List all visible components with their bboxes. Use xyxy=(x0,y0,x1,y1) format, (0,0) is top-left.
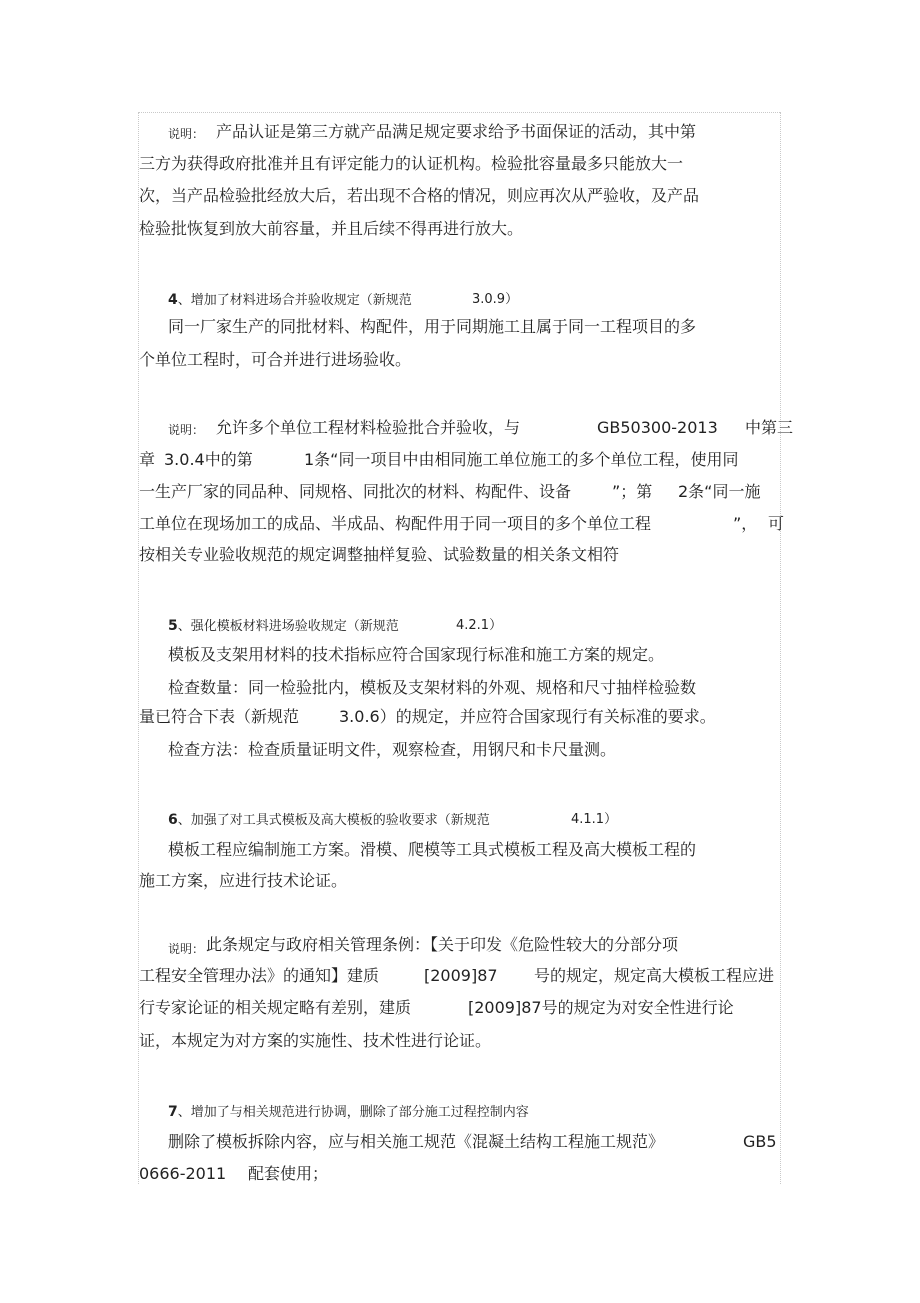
body-text-line: 施工方案，应进行技术论证。 xyxy=(139,871,348,890)
body-text-line: 模板工程应编制施工方案。滑模、爬模等工具式模板工程及高大模板工程的 xyxy=(168,840,697,859)
section-reference: 4.2.1） xyxy=(456,618,503,633)
section-title: 、强化模板材料进场验收规定（新规范 xyxy=(177,619,399,634)
page-frame-top xyxy=(138,112,780,113)
note-text-segment: 中第三 xyxy=(745,418,794,437)
body-text-line: 同一厂家生产的同批材料、构配件，用于同期施工且属于同一工程项目的多 xyxy=(168,317,697,336)
section-reference: 4.1.1） xyxy=(571,812,618,827)
section-heading-4 xyxy=(168,290,412,311)
section-heading-6 xyxy=(168,810,490,831)
section-title: 、增加了与相关规范进行协调，删除了部分施工过程控制内容 xyxy=(177,1105,529,1120)
note-text-segment: 章 xyxy=(139,450,156,469)
section-heading-5 xyxy=(168,616,399,637)
section-number: 5 xyxy=(168,618,178,634)
note-text-segment: 可 xyxy=(768,514,785,533)
page-frame-left xyxy=(138,112,139,1184)
note-text-line: 三方为获得政府批准并且有评定能力的认证机构。检验批容量最多只能放大一 xyxy=(139,154,684,173)
standard-code: GB5 xyxy=(743,1132,777,1151)
standard-code: 0666-2011 xyxy=(139,1164,227,1183)
note-text-line: 证，本规定为对方案的实施性、技术性进行论证。 xyxy=(139,1031,492,1050)
section-reference: 3.0.9） xyxy=(472,292,519,307)
note-text-segment: 2条“同一施 xyxy=(678,482,761,501)
section-heading-7 xyxy=(168,1102,529,1123)
note-text-line: 产品认证是第三方就产品满足规定要求给予书面保证的活动，其中第 xyxy=(216,122,697,141)
note-text-segment: 1条“同一项目中由相同施工单位施工的多个单位工程，使用同 xyxy=(304,450,739,469)
note-text-segment: 号的规定，规定高大模板工程应进 xyxy=(534,966,775,985)
note-text-segment: 3.0.4中的第 xyxy=(164,450,253,469)
section-title: 、加强了对工具式模板及高大模板的验收要求（新规范 xyxy=(177,813,490,828)
page-frame-right xyxy=(780,112,781,1184)
section-title: 、增加了材料进场合并验收规定（新规范 xyxy=(177,293,412,308)
note-text-line: 此条规定与政府相关管理条例：【关于印发《危险性较大的分部分项 xyxy=(206,935,679,954)
body-text-segment: 配套使用； xyxy=(248,1164,329,1183)
note-text-segment: 工单位在现场加工的成品、半成品、构配件用于同一项目的多个单位工程 xyxy=(139,514,652,533)
body-text-segment: 量已符合下表（新规范 xyxy=(139,707,300,726)
section-number: 7 xyxy=(168,1104,178,1120)
body-text-line: 检查数量：同一检验批内，模板及支架材料的外观、规格和尺寸抽样检验数 xyxy=(168,678,697,697)
note-text-line: 检验批恢复到放大前容量，并且后续不得再进行放大。 xyxy=(139,219,524,238)
body-text-line: 个单位工程时，可合并进行进场验收。 xyxy=(139,350,412,369)
note-text-line: 次，当产品检验批经放大后，若出现不合格的情况，则应再次从严验收，及产品 xyxy=(139,186,700,205)
note-text-segment: ”， xyxy=(733,514,758,533)
note-label: 说明： xyxy=(168,127,205,141)
section-number: 6 xyxy=(168,812,178,828)
note-text-segment: 一生产厂家的同品种、同规格、同批次的材料、构配件、设备 xyxy=(139,482,572,501)
note-text-segment: 允许多个单位工程材料检验批合并验收，与 xyxy=(216,418,521,437)
body-text-segment: 3.0.6）的规定，并应符合国家现行有关标准的要求。 xyxy=(339,707,716,726)
body-text-line: 检查方法：检查质量证明文件，观察检查，用钢尺和卡尺量测。 xyxy=(168,740,617,759)
body-text-segment: 删除了模板拆除内容，应与相关施工规范《混凝土结构工程施工规范》 xyxy=(168,1132,665,1151)
note-label: 说明： xyxy=(168,942,205,956)
section-number: 4 xyxy=(168,292,178,308)
body-text-line: 模板及支架用材料的技术指标应符合国家现行标准和施工方案的规定。 xyxy=(168,645,665,664)
note-label: 说明： xyxy=(168,423,205,437)
note-text-segment: [2009]87号的规定为对安全性进行论 xyxy=(468,998,734,1017)
note-text-segment: 行专家论证的相关规定略有差别，建质 xyxy=(139,998,412,1017)
note-text-line: 按相关专业验收规范的规定调整抽样复验、试验数量的相关条文相符 xyxy=(139,545,620,564)
note-text-segment: 工程安全管理办法》的通知】建质 xyxy=(139,966,380,985)
standard-code: GB50300-2013 xyxy=(597,418,718,437)
note-text-segment: ”；第 xyxy=(612,482,653,501)
note-text-segment: [2009]87 xyxy=(424,966,498,985)
